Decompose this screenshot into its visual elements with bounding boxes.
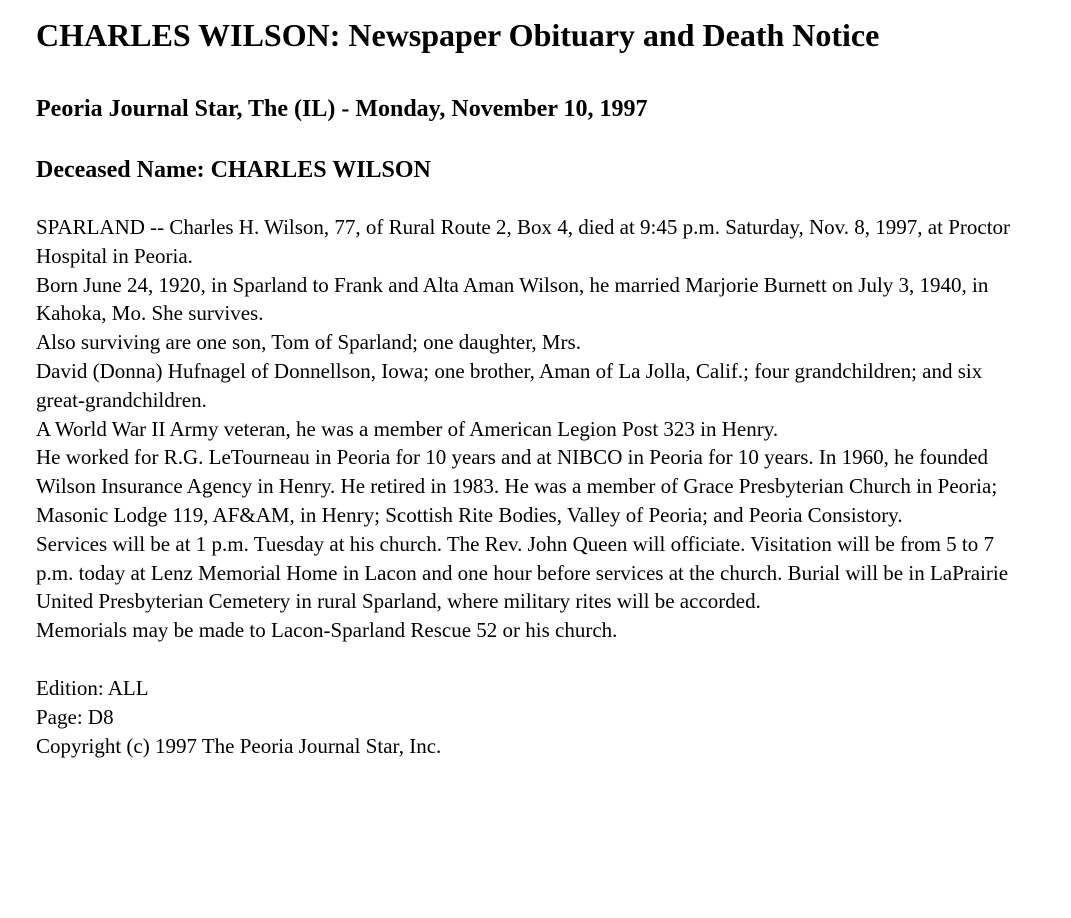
obituary-page bbox=[36, 14, 1036, 760]
paragraph-veteran: A World War II Army veteran, he was a member of American Legion Post 323 in Henry. bbox=[36, 416, 779, 441]
paragraph-services: Services will be at 1 p.m. Tuesday at his church. The Rev. John Queen will officiate. Visitation will be from 5 to 7 p.m. today at Lenz Memorial Home in Lacon and one hour before services at the church. Burial will be in LaPrairie United Presbyterian Cemetery in rural Sparland, where military rites will be accorded. bbox=[36, 531, 1009, 614]
obituary-body bbox=[36, 213, 1036, 645]
paragraph-birth-marriage: Born June 24, 1920, in Sparland to Frank and Alta Aman Wilson, he married Marjorie Burnett on July 3, 1940, in Kahoka, Mo. She survives. bbox=[36, 272, 989, 326]
page-line: Page: D8 bbox=[36, 704, 114, 729]
paragraph-survivors-continued: David (Donna) Hufnagel of Donnellson, Iowa; one brother, Aman of La Jolla, Calif.; four grandchildren; and six great-grandchildren. bbox=[36, 358, 983, 412]
edition-line: Edition: ALL bbox=[36, 675, 149, 700]
deceased-name: Deceased Name: CHARLES WILSON bbox=[36, 157, 431, 183]
paragraph-memorials: Memorials may be made to Lacon-Sparland Rescue 52 or his church. bbox=[36, 618, 618, 643]
page-title: CHARLES WILSON: Newspaper Obituary and Death Notice bbox=[36, 17, 880, 53]
article-metadata bbox=[36, 674, 1036, 760]
paragraph-survivors: Also surviving are one son, Tom of Sparland; one daughter, Mrs. bbox=[36, 330, 581, 355]
paragraph-career: He worked for R.G. LeTourneau in Peoria for 10 years and at NIBCO in Peoria for 10 years. In 1960, he founded Wilson Insurance Agency in Henry. He retired in 1983. He was a member of Grace Presbyterian Church in Peoria; Masonic Lodge 119, AF&AM, in Henry; Scottish Rite Bodies, Valley of Peoria; and Peoria Consistory. bbox=[36, 445, 998, 527]
copyright-line: Copyright (c) 1997 The Peoria Journal Star, Inc. bbox=[36, 733, 442, 758]
publication-line: Peoria Journal Star, The (IL) - Monday, November 10, 1997 bbox=[36, 96, 648, 122]
paragraph-death: SPARLAND -- Charles H. Wilson, 77, of Rural Route 2, Box 4, died at 9:45 p.m. Saturday, Nov. 8, 1997, at Proctor Hospital in Peoria. bbox=[36, 215, 1011, 268]
